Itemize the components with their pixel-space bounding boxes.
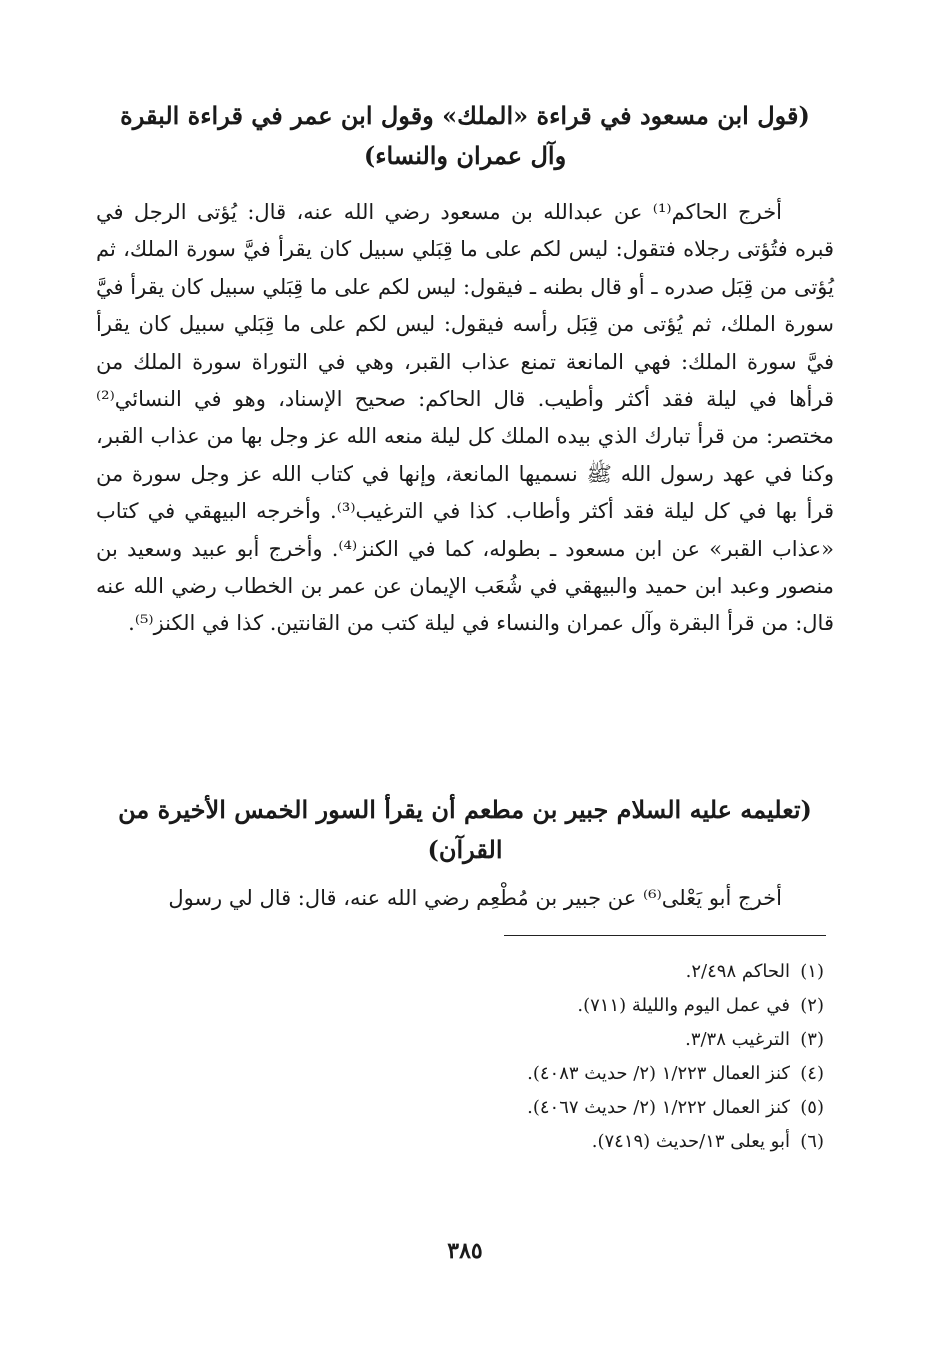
footnote-text: الحاكم ٢/٤٩٨. (685, 961, 790, 982)
footnote-item (104, 1091, 824, 1125)
footnote-divider (504, 935, 826, 936)
footnote-text: كنز العمال ١/٢٢٣ (٢/ حديث ٤٠٨٣). (527, 1063, 790, 1084)
footnote-number: (٥) (800, 1097, 824, 1118)
footnote-item (104, 1125, 824, 1159)
footnote-number: (٤) (800, 1063, 824, 1084)
footnote-text: في عمل اليوم والليلة (٧١١). (577, 995, 790, 1016)
page-number: ٣٨٥ (447, 1238, 483, 1264)
paragraph-text: أخرج الحاكم⁽¹⁾ عن عبدالله بن مسعود رضي الله عنه، قال: يُؤتى الرجل في قبره فتُؤتى رجلاه فتقول: ليس لكم على ما قِبَلي سبيل كان يقرأ فيَّ سورة الملك، ثم يُؤتى من قِبَل صدره ـ أو قال بطنه ـ فيقول: ليس لكم على ما قِبَلي سبيل كان يقرأ فيَّ سورة الملك، ثم يُؤتى من قِبَل رأسه فيقول: ليس لكم على ما قِبَلي سبيل كان يقرأ فيَّ سورة الملك: فهي المانعة تمنع عذاب القبر، وهي في التوراة سورة الملك من قرأها في ليلة فقد أكثر وأطيب. قال الحاكم: صحيح الإسناد، وهو في النسائي⁽²⁾ مختصر: من قرأ تبارك الذي بيده الملك كل ليلة منعه الله عز وجل بها من عذاب القبر، وكنا في عهد رسول الله ﷺ نسميها المانعة، وإنها في كتاب الله عز وجل سورة من قرأ بها في كل ليلة فقد أكثر وأطاب. كذا في الترغيب⁽³⁾. وأخرجه البيهقي في كتاب «عذاب القبر» عن ابن مسعود ـ بطوله، كما في الكنز⁽⁴⁾. وأخرج أبو عبيد وسعيد بن منصور وعبد ابن حميد والبيهقي في شُعَب الإيمان عن عمر بن الخطاب رضي الله عنه قال: من قرأ البقرة وآل عمران والنساء في ليلة كتب من القانتين. كذا في الكنز⁽⁵⁾. (96, 200, 835, 636)
footnote-number: (٢) (800, 995, 824, 1016)
section-heading-ibn-masud: (قول ابن مسعود في قراءة «الملك» وقول ابن عمر في قراءة البقرة وآل عمران والنساء) (120, 101, 810, 170)
footnote-item (104, 1023, 824, 1057)
footnote-item (104, 955, 824, 989)
body-paragraph-1 (96, 194, 834, 643)
footnote-item (104, 1057, 824, 1091)
footnote-number: (١) (800, 961, 824, 982)
footnotes-list (104, 955, 824, 1159)
footnote-text: كنز العمال ١/٢٢٢ (٢/ حديث ٤٠٦٧). (527, 1097, 790, 1118)
footnote-item (104, 989, 824, 1023)
footnote-number: (٣) (800, 1029, 824, 1050)
footnote-text: الترغيب ٣/٣٨. (685, 1029, 790, 1050)
section-heading-jubayr: (تعليمه عليه السلام جبير بن مطعم أن يقرأ السور الخمس الأخيرة من القرآن) (118, 795, 812, 864)
body-paragraph-2: أخرج أبو يَعْلى⁽⁶⁾ عن جبير بن مُطْعِم رضي الله عنه، قال: قال لي رسول (168, 886, 782, 910)
footnote-text: أبو يعلى ١٣/حديث (٧٤١٩). (591, 1131, 790, 1152)
footnote-number: (٦) (800, 1131, 824, 1152)
